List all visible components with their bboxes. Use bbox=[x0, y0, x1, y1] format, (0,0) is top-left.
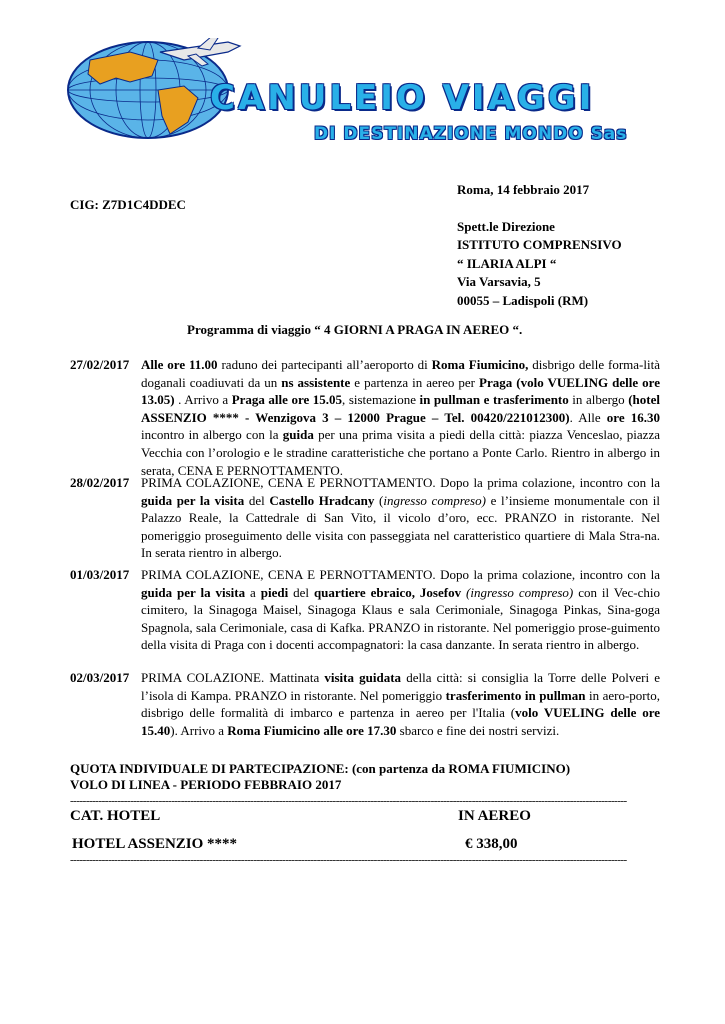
recipient-line: Via Varsavia, 5 bbox=[457, 274, 541, 289]
day-date: 28/02/2017 bbox=[70, 475, 130, 490]
dashed-divider: -------------------------------------------------------------------------------------------------------------------------------------------------------------------------------- bbox=[70, 854, 627, 866]
price-heading bbox=[70, 761, 570, 793]
recipient-line: Spett.le Direzione bbox=[457, 218, 555, 234]
hotel-name: HOTEL ASSENZIO **** bbox=[72, 836, 238, 852]
day-date: 01/03/2017 bbox=[70, 567, 130, 582]
hotel-category-header: CAT. HOTEL bbox=[70, 808, 161, 824]
price-heading-line: VOLO DI LINEA - PERIODO FEBBRAIO 2017 bbox=[70, 777, 342, 792]
brand-name: CANULEIO VIAGGI bbox=[210, 78, 595, 118]
day-entry bbox=[70, 356, 660, 479]
travel-mode-header: IN AEREO bbox=[458, 808, 531, 824]
day-entry bbox=[70, 474, 660, 562]
letter-date: Roma, 14 febbraio 2017 bbox=[457, 182, 590, 197]
cig-code: CIG: Z7D1C4DDEC bbox=[70, 197, 186, 212]
day-date: 27/02/2017 bbox=[70, 357, 130, 372]
dashed-divider: -------------------------------------------------------------------------------------------------------------------------------------------------------------------------------- bbox=[70, 795, 627, 807]
day-entry bbox=[70, 669, 660, 739]
day-description: PRIMA COLAZIONE. Mattinata visita guidata della città: si consiglia la Torre delle Polveri e l’isola di Kampa. PRANZO in ristorante. Nel pomeriggio trasferimento in pullman in aero-porto, disbrigo delle formalità di imbarco e partenza in aereo per l'Italia (volo VUELING delle ore 15.40). Arrivo a Roma Fiumicino alle ore 17.30 sbarco e fine dei nostri servizi. bbox=[141, 670, 661, 738]
recipient-line: “ ILARIA ALPI “ bbox=[457, 255, 557, 271]
day-description: PRIMA COLAZIONE, CENA E PERNOTTAMENTO. Dopo la prima colazione, incontro con la guida per la visita del Castello Hradcany (ingresso compreso) e l’insieme monumentale con il Palazzo Reale, la Cattedrale di San Vito, il vicolo d’oro, ecc. PRANZO in ristorante. Nel pomeriggio proseguimento delle visita con passeggiata nel caratteristico quartiere di Mala Stra-na. In serata rientro in albergo. bbox=[141, 475, 660, 561]
day-entry bbox=[70, 566, 660, 654]
price-heading-line: QUOTA INDIVIDUALE DI PARTECIPAZIONE: (con partenza da ROMA FIUMICINO) bbox=[70, 761, 571, 776]
price-value: € 338,00 bbox=[465, 836, 518, 852]
recipient-line: ISTITUTO COMPRENSIVO bbox=[457, 237, 622, 252]
day-description: Alle ore 11.00 raduno dei partecipanti all’aeroporto di Roma Fiumicino, disbrigo delle forma-lità doganali coadiuvati da un ns assistente e partenza in aereo per Praga (volo VUELING delle ore 13.05) . Arrivo a Praga alle ore 15.05, sistemazione in pullman e trasferimento in albergo (hotel ASSENZIO **** - Wenzigova 3 – 12000 Prague – Tel. 00420/221012300). Alle ore 16.30 incontro in albergo con la guida per una prima visita a piedi della città: piazza Venceslao, piazza Vecchia con l’orologio e le stradine caratteristiche che portano a Ponte Carlo. Rientro in albergo in serata, CENA E PERNOTTAMENTO. bbox=[141, 357, 660, 478]
day-date: 02/03/2017 bbox=[70, 670, 130, 685]
program-title: Programma di viaggio “ 4 GIORNI A PRAGA IN AEREO “. bbox=[187, 322, 523, 337]
recipient-block bbox=[457, 181, 622, 310]
brand-subtitle: DI DESTINAZIONE MONDO Sas bbox=[314, 124, 628, 144]
day-description: PRIMA COLAZIONE, CENA E PERNOTTAMENTO. Dopo la prima colazione, incontro con la guida per la visita a piedi del quartiere ebraico, Josefov (ingresso compreso) con il Vec-chio cimitero, la Sinagoga Maisel, Sinagoga Klaus e sala Cerimoniale, Sinagoga Pinkas, Sina-goga Spagnola, sala Cerimoniale, casa di Kafka. PRANZO in ristorante. Nel pomeriggio prose-guimento della visita di Praga con i docenti accompagnatori: la casa danzante. In serata rientro in albergo. bbox=[141, 567, 660, 653]
company-logo bbox=[60, 38, 660, 150]
recipient-line: 00055 – Ladispoli (RM) bbox=[457, 292, 589, 308]
